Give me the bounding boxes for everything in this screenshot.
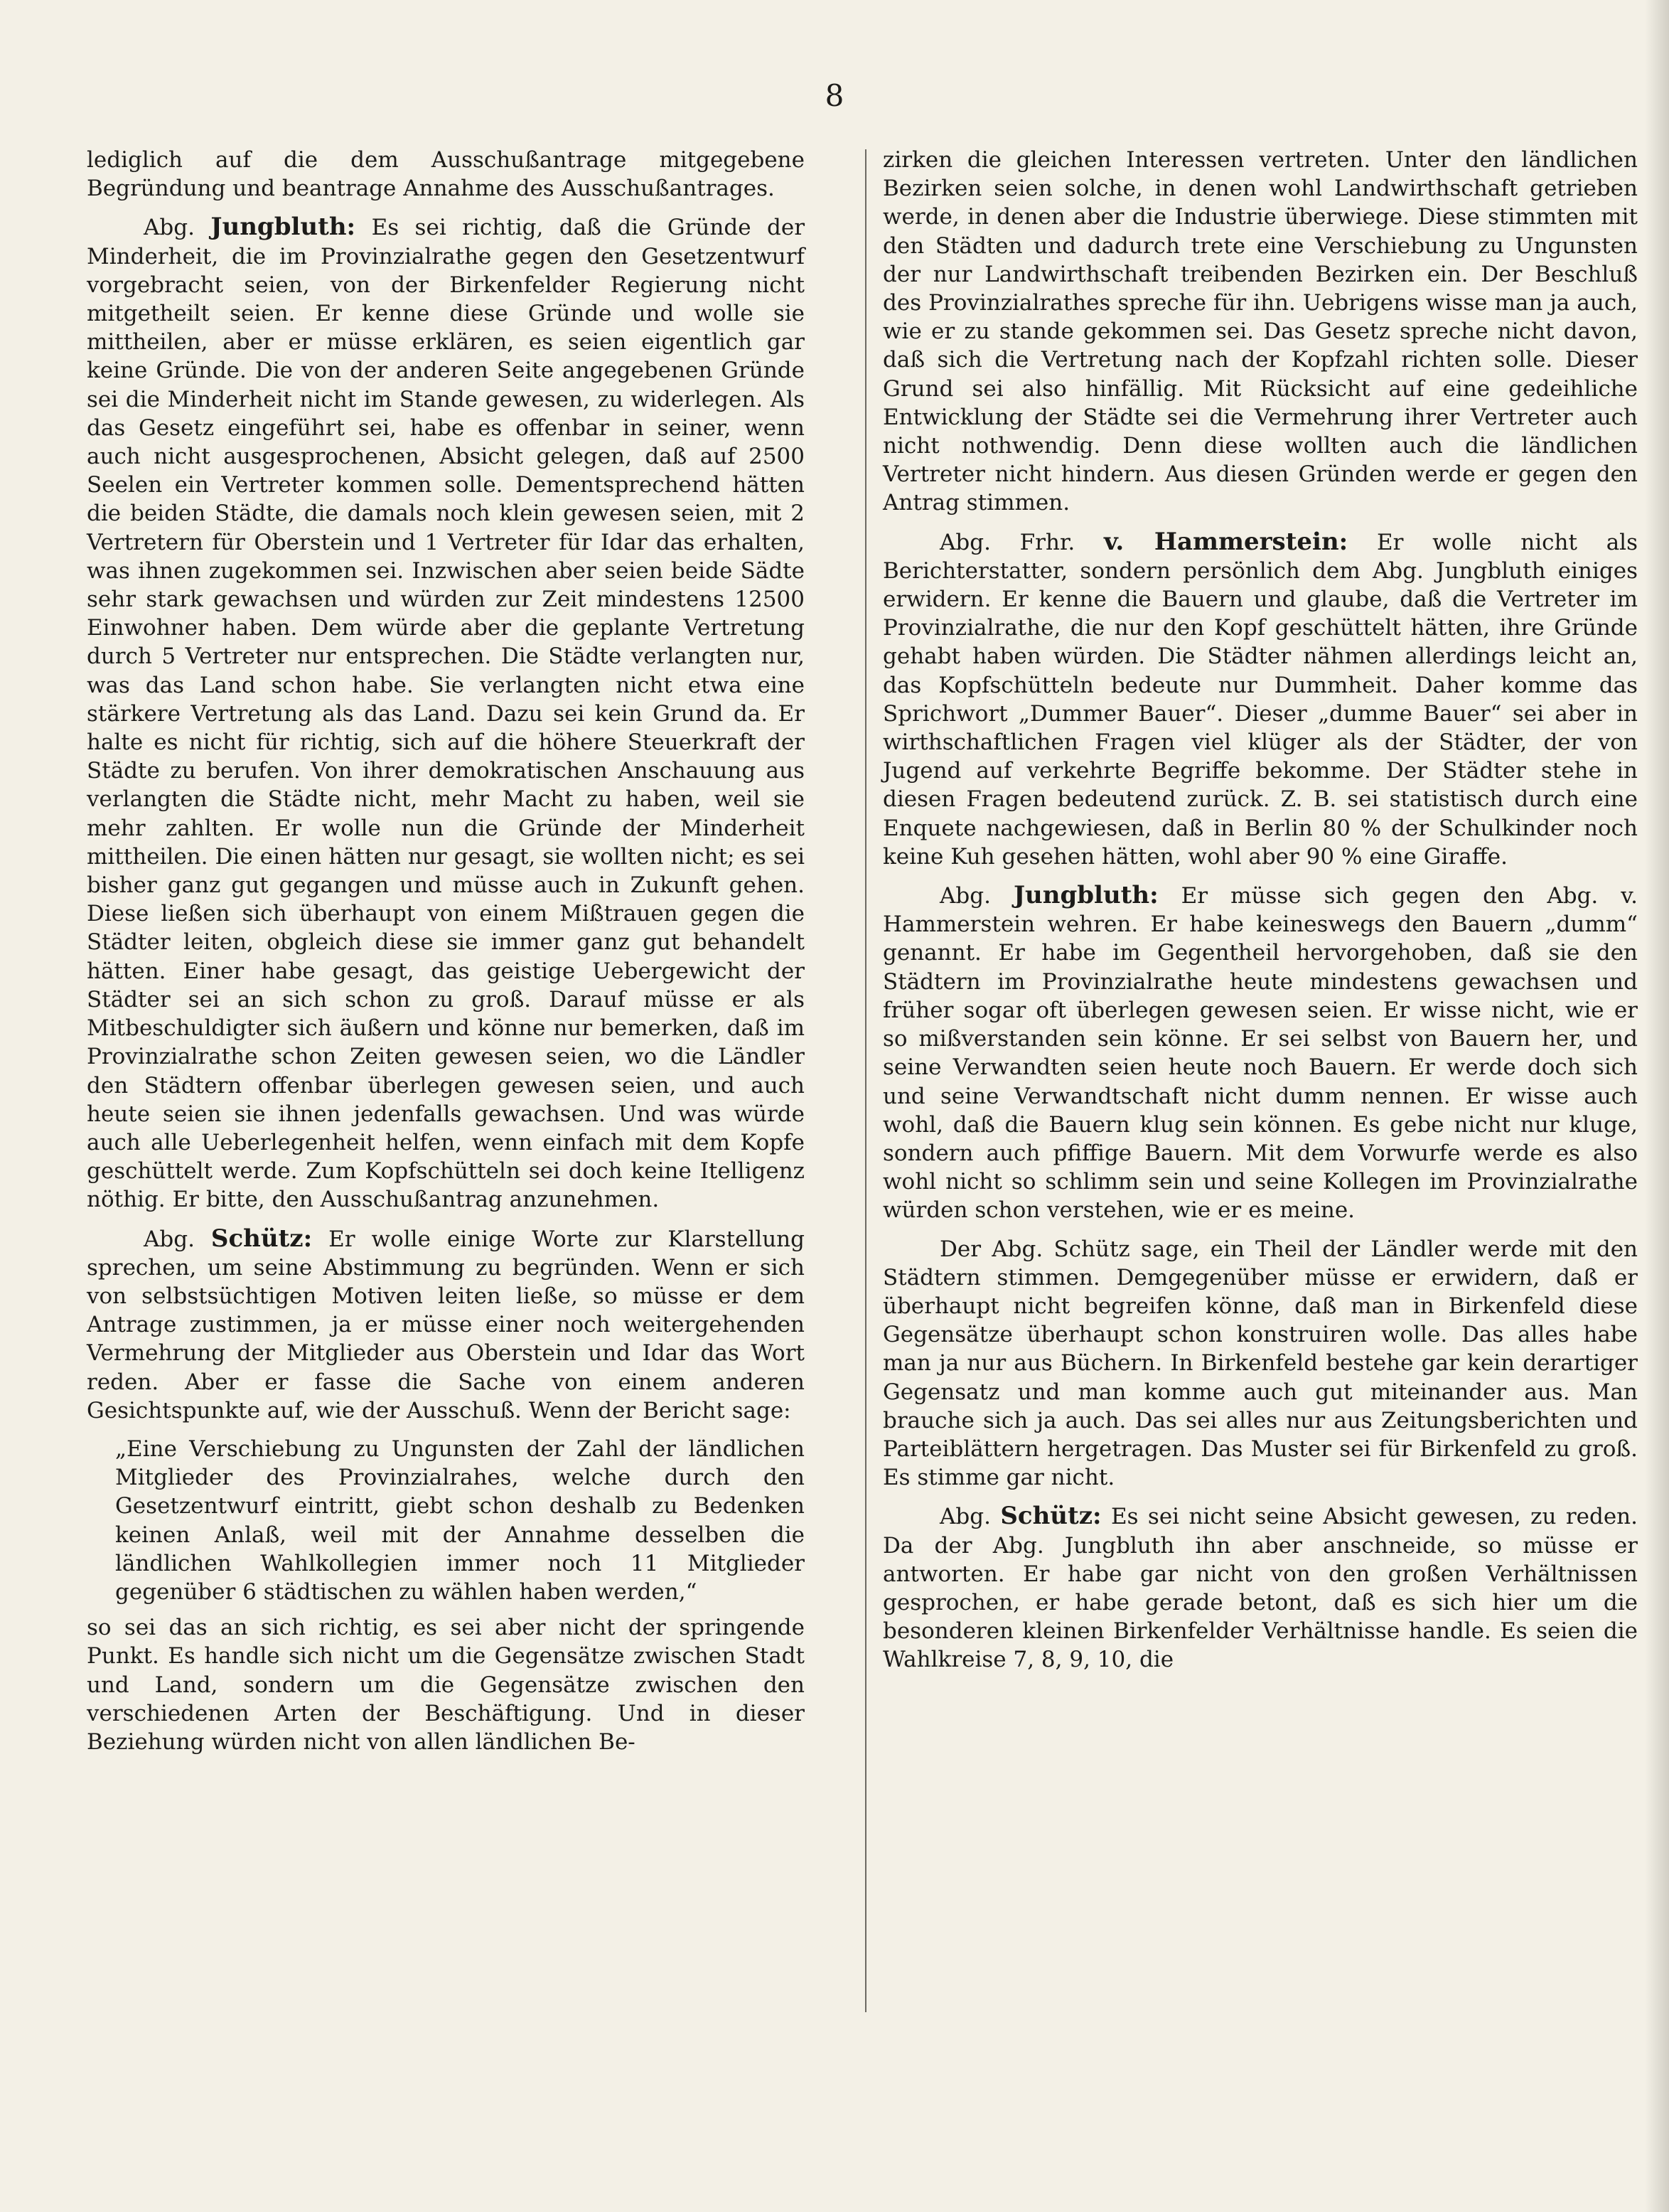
speaker-name: Jungbluth: bbox=[1013, 881, 1159, 910]
speaker-prefix: Abg. bbox=[940, 1504, 991, 1530]
paragraph bbox=[883, 146, 1638, 518]
page-edge-shadow bbox=[1645, 0, 1669, 2212]
paragraph bbox=[883, 1502, 1638, 1674]
paragraph bbox=[115, 1435, 805, 1606]
paragraph bbox=[87, 213, 805, 1214]
page-number: 8 bbox=[825, 78, 844, 113]
column-divider bbox=[865, 149, 866, 2012]
paragraph-text: Er wolle nicht als Berichterstatter, sondern persönlich dem Abg. Jungbluth einiges erwidern. Er kenne die Bauern und glaube, daß die Vertreter im Provinzialrathe, die nur den Kopf geschüttelt hätten, ihre Gründe gehabt haben würden. Die Städter nähmen allerdings leicht an, das Kopfschütteln bedeute nur Dummheit. Daher komme das Sprichwort „Dummer Bauer“. Dieser „dumme Bauer“ sei aber in wirthschaftlichen Fragen viel klüger als der Städter, der von Jugend auf verkehrte Begriffe bekomme. Der Städter stehe in diesen Fragen bedeutend zurück. Z. B. sei statistisch durch eine Enquete nachgewiesen, daß in Berlin 80 % der Schulkinder noch keine Kuh gesehen hätten, wohl aber 90 % eine Giraffe. bbox=[883, 529, 1638, 870]
paragraph-text: Es sei nicht seine Absicht gewesen, zu reden. Da der Abg. Jungbluth ihn aber anschneide, so müsse er antworten. Er habe gar nicht von den großen Verhältnissen gesprochen, er habe gerade betont, daß es sich hier um die besonderen kleinen Birkenfelder Verhältnisse handle. Es seien die Wahlkreise 7, 8, 9, 10, die bbox=[883, 1504, 1638, 1673]
paragraph-text: so sei das an sich richtig, es sei aber nicht der springende Punkt. Es handle sich nicht um die Gegensätze zwischen Stadt und Land, sondern um die Gegensätze zwischen den verschiedenen Arten der Beschäftigung. Und in dieser Beziehung würden nicht von allen ländlichen Be- bbox=[87, 1615, 805, 1755]
speaker-name: Jungbluth: bbox=[210, 213, 356, 242]
paragraph bbox=[87, 146, 805, 203]
speaker-prefix: Abg. bbox=[144, 1226, 195, 1252]
paragraph-text: „Eine Verschiebung zu Ungunsten der Zahl der ländlichen Mitglieder des Provinzialrahes, welche durch den Gesetzentwurf eintritt, giebt schon deshalb zu Bedenken keinen Anlaß, weil mit der Annahme desselben die ländlichen Wahlkollegien immer noch 11 Mitglieder gegenüber 6 städtischen zu wählen haben werden,“ bbox=[115, 1436, 805, 1605]
paragraph-text: zirken die gleichen Interessen vertreten. Unter den ländlichen Bezirken seien solche, in denen wohl Landwirthschaft getrieben werde, in denen aber die Industrie überwiege. Diese stimmten mit den Städten und dadurch trete eine Verschiebung zu Ungunsten der nur Landwirthschaft treibenden Bezirken ein. Der Beschluß des Provinzialrathes spreche für ihn. Uebrigens wisse man ja auch, wie er zu stande gekommen sei. Das Gesetz spreche nicht davon, daß sich die Vertretung nach der Kopfzahl richten solle. Dieser Grund sei also hinfällig. Mit Rücksicht auf eine gedeihliche Entwicklung der Städte sei die Vermehrung ihrer Vertreter auch nicht nothwendig. Denn diese wollten auch die ländlichen Vertreter nicht hindern. Aus diesen Gründen werde er gegen den Antrag stimmen. bbox=[883, 147, 1638, 516]
speaker-prefix: Abg. bbox=[940, 883, 991, 909]
paragraph-text: lediglich auf die dem Ausschußantrage mitgegebene Begründung und beantrage Annahme des Ausschußantrages. bbox=[87, 147, 805, 202]
paragraph bbox=[883, 528, 1638, 871]
speaker-name: v. Hammerstein: bbox=[1104, 527, 1348, 556]
paragraph bbox=[87, 1224, 805, 1425]
left-column bbox=[87, 146, 805, 1766]
right-column bbox=[883, 146, 1638, 1684]
speaker-name: Schütz: bbox=[210, 1224, 313, 1253]
paragraph bbox=[883, 1235, 1638, 1492]
paragraph-text: Er wolle einige Worte zur Klarstellung sprechen, um seine Abstimmung zu begründen. Wenn er sich von selbstsüchtigen Motiven leiten ließe, so müsse er dem Antrage zustimmen, ja er müsse einer noch weitergehenden Vermehrung der Mitglieder aus Oberstein und Idar das Wort reden. Aber er fasse die Sache von einem anderen Gesichtspunkte auf, wie der Ausschuß. Wenn der Bericht sage: bbox=[87, 1226, 805, 1423]
paragraph-text: Es sei richtig, daß die Gründe der Minderheit, die im Provinzialrathe gegen den Gesetzentwurf vorgebracht seien, von der Birkenfelder Regierung nicht mitgetheilt seien. Er kenne diese Gründe und wolle sie mittheilen, aber er müsse erklären, es seien eigentlich gar keine Gründe. Die von der anderen Seite angegebenen Gründe sei die Minderheit nicht im Stande gewesen, zu widerlegen. Als das Gesetz eingeführt sei, habe es offenbar in seiner, wenn auch nicht ausgesprochenen, Absicht gelegen, daß auf 2500 Seelen ein Vertreter kommen solle. Dementsprechend hätten die beiden Städte, die damals noch klein gewesen seien, mit 2 Vertretern für Oberstein und 1 Vertreter für Idar das erhalten, was ihnen zugekommen sei. Inzwischen aber seien beide Sädte sehr stark gewachsen und würden zur Zeit mindestens 12500 Einwohner haben. Dem würde aber die geplante Vertretung durch 5 Vertreter nur entsprechen. Die Städte verlangten nur, was das Land schon habe. Sie verlangten nicht etwa eine stärkere Vertretung als das Land. Dazu sei kein Grund da. Er halte es nicht für richtig, sich auf die höhere Steuerkraft der Städte zu berufen. Von ihrer demokratischen Anschauung aus verlangten die Städte nicht, mehr Macht zu haben, weil sie mehr zahlten. Er wolle nun die Gründe der Minderheit mittheilen. Die einen hätten nur gesagt, sie wollten nicht; es sei bisher ganz gut gegangen und müsse auch in Zukunft gehen. Diese ließen sich überhaupt von einem Mißtrauen gegen die Städter leiten, obgleich diese sie immer ganz gut behandelt hätten. Einer habe gesagt, das geistige Uebergewicht der Städter sei an sich schon zu groß. Darauf müsse er als Mitbeschuldigter sich äußern und könne nur bemerken, daß im Provinzialrathe schon Zeiten gewesen seien, wo die Ländler den Städtern offenbar überlegen gewesen seien, und auch heute seien sie ihnen jedenfalls gewachsen. Und was würde auch alle Ueberlegenheit helfen, wenn einfach mit dem Kopfe geschüttelt werde. Zum Kopfschütteln sei doch keine Itelligenz nöthig. Er bitte, den Ausschußantrag anzunehmen. bbox=[87, 215, 805, 1213]
paragraph bbox=[883, 881, 1638, 1224]
speaker-name: Schütz: bbox=[1000, 1502, 1102, 1531]
speaker-prefix: Abg. bbox=[144, 215, 195, 241]
paragraph bbox=[87, 1613, 805, 1756]
paragraph-text: Der Abg. Schütz sage, ein Theil der Ländler werde mit den Städtern stimmen. Demgegenüber müsse er erwidern, daß er überhaupt nicht begreifen könne, daß man in Birkenfeld diese Gegensätze überhaupt schon konstruiren wolle. Das alles habe man ja nur aus Büchern. In Birkenfeld bestehe gar kein derartiger Gegensatz und man komme auch gut miteinander aus. Man brauche sich ja auch. Das sei alles nur aus Zeitungsberichten und Parteiblättern hergetragen. Das Muster sei für Birkenfeld zu groß. Es stimme gar nicht. bbox=[883, 1236, 1638, 1491]
paragraph-text: Er müsse sich gegen den Abg. v. Hammerstein wehren. Er habe keineswegs den Bauern „dumm“ genannt. Er habe im Gegentheil hervorgehoben, daß sie den Städtern im Provinzialrathe heute mindestens gewachsen und früher sogar oft überlegen gewesen seien. Er wisse nicht, wie er so mißverstanden sein könne. Er sei selbst von Bauern her, und seine Verwandten seien heute noch Bauern. Er werde doch sich und seine Verwandtschaft nicht dumm nennen. Er wisse auch wohl, daß die Bauern klug sein können. Es gebe nicht nur kluge, sondern auch pfiffige Bauern. Mit dem Vorwurfe werde es also wohl nicht so schlimm sein und seine Kollegen im Provinzialrathe würden schon verstehen, wie er es meine. bbox=[883, 883, 1638, 1224]
speaker-prefix: Abg. Frhr. bbox=[940, 529, 1075, 555]
